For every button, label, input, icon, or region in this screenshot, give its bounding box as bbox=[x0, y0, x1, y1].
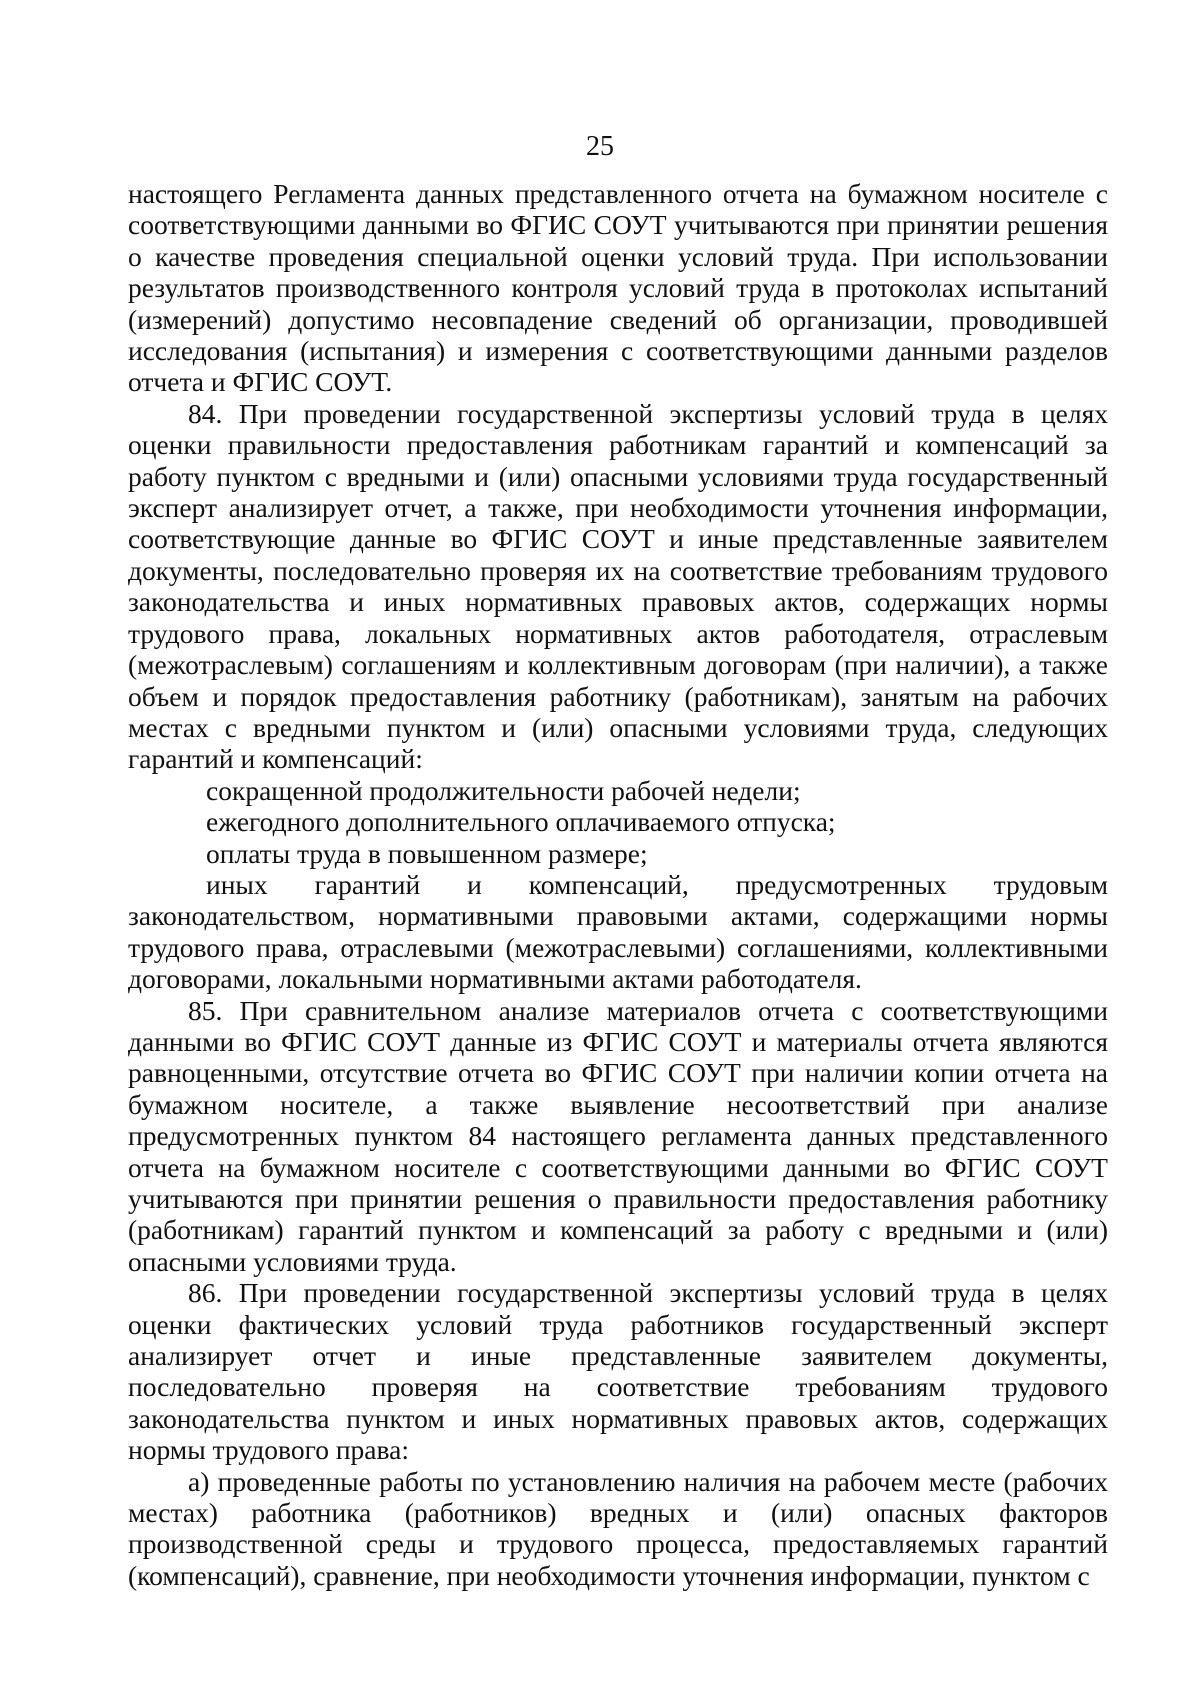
list-item-other-guarantees: иных гарантий и компенсаций, предусмотренных трудовым законодательством, нормативными правовыми актами, содержащими нормы трудового права, отраслевыми (межотраслевыми) соглашениями, коллективными договорами, локальными нормативными актами работодателя. bbox=[128, 868, 1108, 995]
subparagraph-a: а) проведенные работы по установлению наличия на рабочем месте (рабочих местах) работника (работников) вредных и (или) опасных факторов производственной среды и трудового процесса, предоставляемых гарантий (компенсаций), сравнение, при необходимости уточнения информации, пунктом с bbox=[128, 1465, 1108, 1591]
paragraph-continuation: настоящего Регламента данных представленного отчета на бумажном носителе с соответствующими данными во ФГИС СОУТ учитываются при принятии решения о качестве проведения специальной оценки условий труда. При использовании результатов производственного контроля условий труда в протоколах испытаний (измерений) допустимо несовпадение сведений об организации, проводившей исследования (испытания) и измерения с соответствующими данными разделов отчета и ФГИС СОУТ. bbox=[128, 178, 1108, 398]
paragraph-86: 86. При проведении государственной экспертизы условий труда в целях оценки фактических условий труда работников государственный эксперт анализирует отчет и иные представленные заявителем документы, последовательно проверяя на соответствие требованиям трудового законодательства пунктом и иных нормативных правовых актов, содержащих нормы трудового права: bbox=[128, 1277, 1108, 1466]
paragraph-84: 84. При проведении государственной экспертизы условий труда в целях оценки правильности предоставления работникам гарантий и компенсаций за работу пунктом с вредными и (или) опасными условиями труда государственный эксперт анализирует отчет, а также, при необходимости уточнения информации, соответствующие данные во ФГИС СОУТ и иные представленные заявителем документы, последовательно проверяя их на соответствие требованиям трудового законодательства и иных нормативных правовых актов, содержащих нормы трудового права, локальных нормативных актов работодателя, отраслевым (межотраслевым) соглашениям и коллективным договорам (при наличии), а также объем и порядок предоставления работнику (работникам), занятым на рабочих местах с вредными пунктом и (или) опасными условиями труда, следующих гарантий и компенсаций: bbox=[128, 397, 1108, 775]
document-body bbox=[128, 178, 1108, 1591]
list-item-increased-pay: оплаты труда в повышенном размере; bbox=[206, 837, 648, 869]
page-number: 25 bbox=[586, 131, 614, 162]
paragraph-85: 85. При сравнительном анализе материалов отчета с соответствующими данными во ФГИС СОУТ данные из ФГИС СОУТ и материалы отчета являются равноценными, отсутствие отчета во ФГИС СОУТ при наличии копии отчета на бумажном носителе, а также выявление несоответствий при анализе предусмотренных пунктом 84 настоящего регламента данных представленного отчета на бумажном носителе с соответствующими данными во ФГИС СОУТ учитываются при принятии решения о правильности предоставления работнику (работникам) гарантий пунктом и компенсаций за работу с вредными и (или) опасными условиями труда. bbox=[128, 994, 1108, 1277]
list-item-reduced-week: сокращенной продолжительности рабочей недели; bbox=[206, 774, 801, 806]
list-item-additional-leave: ежегодного дополнительного оплачиваемого отпуска; bbox=[206, 806, 836, 838]
